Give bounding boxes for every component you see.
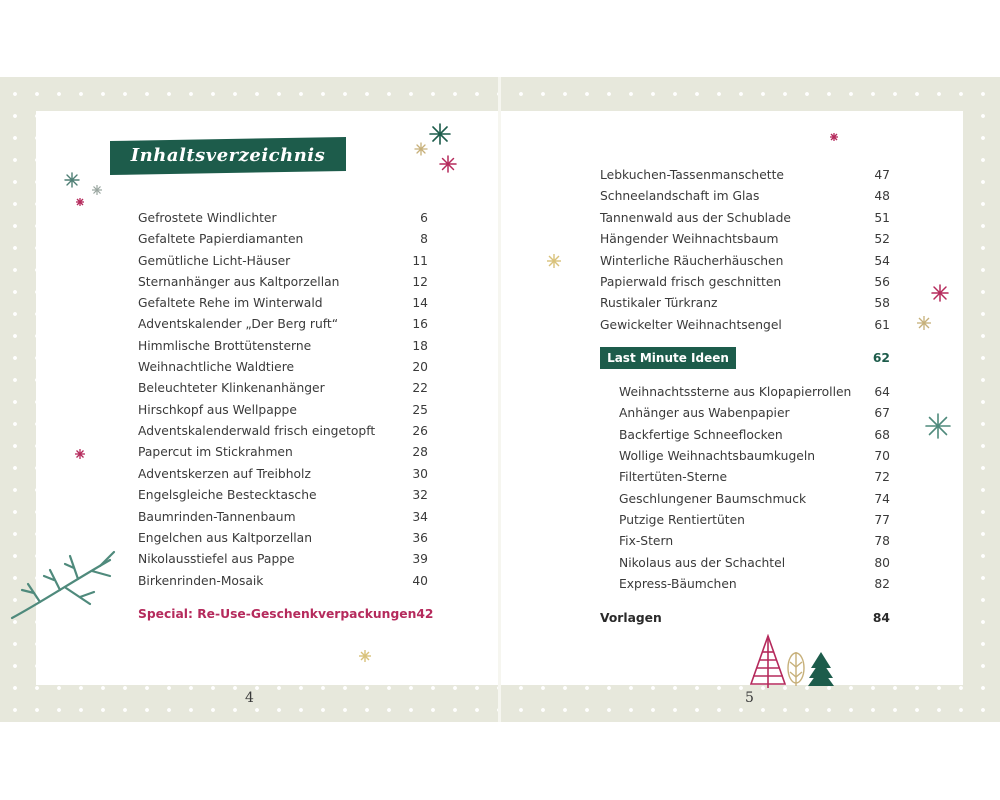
toc-entry-page: 61 <box>874 318 890 332</box>
toc-subentry[interactable] <box>619 467 890 487</box>
toc-entry-title: Vorlagen <box>600 611 662 625</box>
toc-entry-page: 52 <box>874 232 890 246</box>
toc-entry-title: Winterliche Räucherhäuschen <box>600 254 784 268</box>
toc-entry-title: Beleuchteter Klinkenanhänger <box>138 381 325 395</box>
toc-entry[interactable] <box>600 165 890 185</box>
toc-entry-title: Gefrostete Windlichter <box>138 211 277 225</box>
toc-entry-title: Nikolaus aus der Schachtel <box>619 556 786 570</box>
star-icon <box>546 253 562 269</box>
toc-entry-title: Tannenwald aus der Schublade <box>600 211 791 225</box>
toc-entry[interactable] <box>138 272 428 292</box>
toc-entry-page: 11 <box>412 254 428 268</box>
snowflake-icon <box>428 122 452 146</box>
toc-entry-page: 28 <box>412 445 428 459</box>
toc-entry-page: 48 <box>874 189 890 203</box>
toc-entry[interactable] <box>600 208 890 228</box>
toc-entry[interactable] <box>600 229 890 249</box>
toc-entry-page: 34 <box>412 510 428 524</box>
toc-entry-title: Geschlungener Baumschmuck <box>619 492 807 506</box>
toc-entry[interactable] <box>600 186 890 206</box>
snowflake-icon <box>439 155 457 173</box>
toc-entry-title: Express-Bäumchen <box>619 577 737 591</box>
toc-entry-title: Backfertige Schneeflocken <box>619 428 783 442</box>
toc-entry-page: 82 <box>874 577 890 591</box>
toc-entry-title: Adventskalenderwald frisch eingetopft <box>138 424 376 438</box>
toc-entry-page: 32 <box>412 488 428 502</box>
toc-entry[interactable] <box>138 251 428 271</box>
toc-subentry[interactable] <box>619 403 890 423</box>
toc-entry-page: 58 <box>874 296 890 310</box>
toc-entry-title: Papierwald frisch geschnitten <box>600 275 782 289</box>
toc-entry[interactable] <box>600 293 890 313</box>
toc-entry[interactable] <box>138 293 428 313</box>
toc-entry-title: Gefaltete Papierdiamanten <box>138 232 304 246</box>
toc-entry[interactable] <box>138 571 428 591</box>
toc-entry-page: 68 <box>874 428 890 442</box>
toc-entry[interactable] <box>138 357 428 377</box>
toc-subentry[interactable] <box>619 574 890 594</box>
toc-entry[interactable] <box>138 442 428 462</box>
toc-entry-title: Wollige Weihnachtsbaumkugeln <box>619 449 816 463</box>
toc-entry-title: Gemütliche Licht-Häuser <box>138 254 291 268</box>
toc-entry-page: 22 <box>412 381 428 395</box>
toc-entry-title: Putzige Rentiertüten <box>619 513 745 527</box>
toc-entry-title: Gefaltete Rehe im Winterwald <box>138 296 323 310</box>
toc-entry-page: 67 <box>874 406 890 420</box>
toc-entry[interactable] <box>138 485 428 505</box>
toc-entry-page: 72 <box>874 470 890 484</box>
toc-entry-title: Himmlische Brottütensterne <box>138 339 312 353</box>
snowflake-icon <box>930 283 950 303</box>
toc-entry[interactable] <box>138 208 428 228</box>
tree-icon <box>745 634 837 688</box>
toc-entry-page: 47 <box>874 168 890 182</box>
toc-special-entry[interactable] <box>138 604 434 624</box>
toc-subentry[interactable] <box>619 425 890 445</box>
toc-entry[interactable] <box>138 229 428 249</box>
star-icon <box>74 196 86 208</box>
toc-entry[interactable] <box>138 507 428 527</box>
toc-entry-title: Rustikaler Türkranz <box>600 296 718 310</box>
toc-entry[interactable] <box>138 421 428 441</box>
toc-entry-page: 51 <box>874 211 890 225</box>
toc-entry-page: 16 <box>412 317 428 331</box>
toc-entry-page: 42 <box>416 607 434 621</box>
toc-entry-page: 12 <box>412 275 428 289</box>
page-number-right: 5 <box>745 690 754 706</box>
toc-subentry[interactable] <box>619 489 890 509</box>
toc-entry-title: Weihnachtssterne aus Klopapierrollen <box>619 385 852 399</box>
toc-entry-page: 6 <box>420 211 428 225</box>
toc-templates-entry[interactable] <box>600 608 890 628</box>
star-icon <box>91 184 103 196</box>
toc-entry[interactable] <box>600 272 890 292</box>
toc-subentry[interactable] <box>619 510 890 530</box>
toc-entry-page: 20 <box>412 360 428 374</box>
toc-entry[interactable] <box>600 315 890 335</box>
toc-entry-page: 14 <box>412 296 428 310</box>
toc-entry[interactable] <box>138 549 428 569</box>
page-number-left: 4 <box>245 690 254 706</box>
toc-entry[interactable] <box>138 400 428 420</box>
toc-subentry[interactable] <box>619 531 890 551</box>
toc-subentry[interactable] <box>619 553 890 573</box>
star-icon <box>358 649 372 663</box>
toc-entry-title: Fix-Stern <box>619 534 674 548</box>
toc-entry-title: Adventskerzen auf Treibholz <box>138 467 311 481</box>
toc-entry[interactable] <box>138 528 428 548</box>
last-minute-page: 62 <box>872 351 890 365</box>
toc-entry-page: 77 <box>874 513 890 527</box>
star-icon <box>828 131 840 143</box>
toc-entry-page: 56 <box>874 275 890 289</box>
toc-entry-page: 80 <box>874 556 890 570</box>
toc-entry-title: Special: Re-Use-Geschenkverpackungen <box>138 607 417 621</box>
toc-entry-title: Baumrinden-Tannenbaum <box>138 510 296 524</box>
toc-entry-page: 40 <box>412 574 428 588</box>
toc-entry-title: Lebkuchen-Tassenmanschette <box>600 168 784 182</box>
page-title: Inhaltsverzeichnis <box>130 145 326 166</box>
toc-entry-page: 18 <box>412 339 428 353</box>
toc-subentry[interactable] <box>619 382 890 402</box>
snowflake-icon <box>64 172 80 188</box>
toc-entry-page: 78 <box>874 534 890 548</box>
toc-entry-title: Schneelandschaft im Glas <box>600 189 760 203</box>
toc-entry-title: Adventskalender „Der Berg ruft“ <box>138 317 339 331</box>
star-icon <box>915 314 933 332</box>
toc-entry-page: 70 <box>874 449 890 463</box>
toc-entry-title: Engelsgleiche Bestecktasche <box>138 488 317 502</box>
toc-entry-page: 26 <box>412 424 428 438</box>
toc-entry-title: Hängender Weihnachtsbaum <box>600 232 779 246</box>
toc-entry[interactable] <box>138 314 428 334</box>
toc-entry-title: Sternanhänger aus Kaltporzellan <box>138 275 340 289</box>
toc-entry-title: Birkenrinden-Mosaik <box>138 574 264 588</box>
toc-entry-page: 25 <box>412 403 428 417</box>
toc-entry-title: Anhänger aus Wabenpapier <box>619 406 790 420</box>
toc-entry-title: Gewickelter Weihnachtsengel <box>600 318 782 332</box>
star-icon <box>414 142 428 156</box>
toc-entry-page: 39 <box>412 552 428 566</box>
toc-entry[interactable] <box>138 378 428 398</box>
last-minute-banner[interactable]: Last Minute Ideen <box>600 347 736 369</box>
toc-entry-page: 74 <box>874 492 890 506</box>
star-icon <box>73 447 87 461</box>
toc-entry-title: Engelchen aus Kaltporzellan <box>138 531 313 545</box>
toc-entry-page: 30 <box>412 467 428 481</box>
snowflake-icon <box>924 412 952 440</box>
toc-entry-page: 36 <box>412 531 428 545</box>
toc-entry-page: 54 <box>874 254 890 268</box>
toc-entry-page: 84 <box>872 611 890 625</box>
toc-entry-page: 64 <box>874 385 890 399</box>
toc-entry-title: Weihnachtliche Waldtiere <box>138 360 295 374</box>
toc-entry-title: Filtertüten-Sterne <box>619 470 728 484</box>
toc-entry[interactable] <box>600 251 890 271</box>
toc-entry-title: Hirschkopf aus Wellpappe <box>138 403 297 417</box>
toc-entry[interactable] <box>138 464 428 484</box>
toc-entry-title: Nikolausstiefel aus Pappe <box>138 552 295 566</box>
branch-icon <box>10 548 120 622</box>
toc-entry[interactable] <box>138 336 428 356</box>
toc-subentry[interactable] <box>619 446 890 466</box>
toc-entry-title: Papercut im Stickrahmen <box>138 445 293 459</box>
toc-entry-page: 8 <box>420 232 428 246</box>
